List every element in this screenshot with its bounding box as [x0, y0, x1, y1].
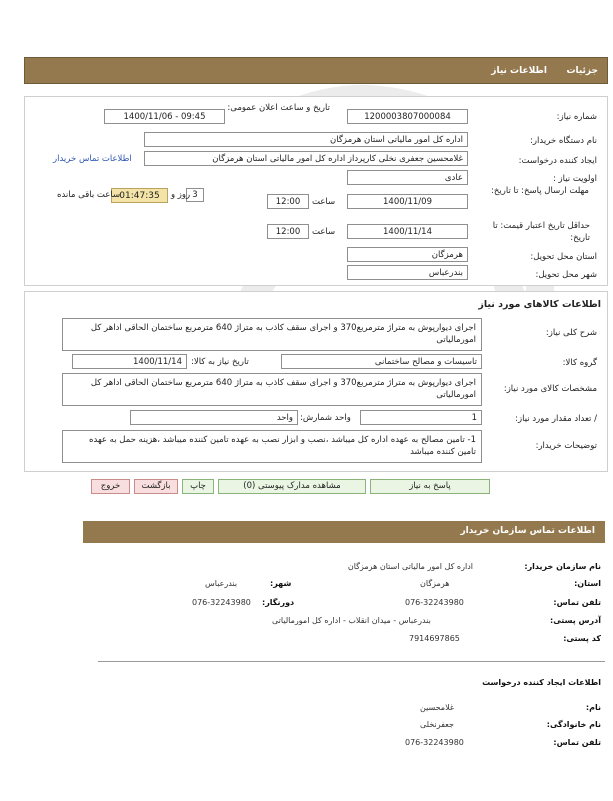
creator-section-title: اطلاعات ایجاد کننده درخواست	[482, 678, 601, 687]
buyer-notes-field: 1- تامین مصالح به عهده اداره کل میباشد ،نصب و ابزار نصب به عهده تامین کننده میباشد ،هزینه حمل به عهده تامین کننده میباشد	[62, 430, 482, 463]
creator-family-value: جعفرنخلی	[420, 720, 454, 729]
buyer-org-label: نام دستگاه خریدار:	[530, 136, 597, 146]
announce-date-field: 1400/11/06 - 09:45	[104, 109, 225, 124]
unit-field: واحد	[130, 410, 298, 425]
delivery-city-field: بندرعباس	[347, 265, 468, 280]
reply-date-field: 1400/11/09	[347, 194, 468, 209]
price-hour-label: ساعت	[312, 227, 336, 237]
goods-group-label: گروه کالا:	[562, 358, 597, 368]
contact-province-label: استان:	[574, 579, 601, 588]
goods-spec-field: اجرای دیوارپوش به متراژ مترمربع370 و اجرای سقف کاذب به متراژ 640 مترمربع ساختمان الحاقی اداهر کل امورمالیاتی	[62, 373, 482, 406]
reply-hour-label: ساعت	[312, 197, 336, 207]
contact-phone-label: تلفن تماس:	[553, 598, 601, 607]
need-date-label: تاریخ نیاز به کالا:	[191, 357, 249, 367]
creator-name-value: غلامحسین	[420, 703, 455, 712]
creator-phone-value: 076-32243980	[405, 738, 464, 747]
contact-address-label: آدرس پستی:	[550, 616, 601, 625]
goods-spec-label: مشخصات کالای مورد نیاز:	[503, 384, 597, 394]
buyer-org-field: اداره کل امور مالیاتی استان هرمزگان	[144, 132, 468, 147]
buyer-notes-label: توضیحات خریدار:	[535, 441, 597, 451]
page-header-bar	[24, 57, 608, 84]
contact-province-value: هرمزگان	[420, 579, 450, 588]
contact-header-bar	[83, 521, 605, 543]
priority-field: عادی	[347, 170, 468, 185]
unit-label: واحد شمارش:	[300, 413, 351, 423]
back-button[interactable]: بازگشت	[134, 479, 178, 494]
contact-org-value: اداره کل امور مالیاتی استان هرمزگان	[347, 562, 473, 571]
creator-name-label: نام:	[585, 703, 601, 712]
requester-label: ایجاد کننده درخواست:	[518, 156, 597, 166]
contact-phone-value: 076-32243980	[405, 598, 464, 607]
delivery-province-label: استان محل تحویل:	[530, 252, 597, 262]
print-button[interactable]: چاپ	[182, 479, 214, 494]
contact-org-label: نام سازمان خریدار:	[524, 562, 601, 571]
days-remaining-field: 3	[186, 188, 204, 202]
contact-fax-value: 076-32243980	[192, 598, 251, 607]
priority-label: اولویت نیاز :	[552, 174, 597, 184]
delivery-province-field: هرمزگان	[347, 247, 468, 262]
reply-button[interactable]: پاسخ به نیاز	[370, 479, 490, 494]
quantity-field: 1	[360, 410, 482, 425]
buyer-contact-link[interactable]: اطلاعات تماس خریدار	[53, 154, 132, 164]
quantity-label: / تعداد مقدار مورد نیاز:	[515, 414, 597, 424]
need-number-label: شماره نیاز:	[556, 112, 597, 122]
need-number-field: 1200003807000084	[347, 109, 468, 124]
days-label: روز و	[171, 190, 191, 200]
delivery-city-label: شهر محل تحویل:	[535, 270, 597, 280]
contact-postal-label: کد پستی:	[563, 634, 601, 643]
countdown-timer: 01:47:35	[111, 188, 168, 203]
tab-details[interactable]: جزئیات	[566, 66, 598, 76]
need-date-field: 1400/11/14	[72, 354, 187, 369]
exit-button[interactable]: خروج	[91, 479, 130, 494]
general-desc-label: شرح کلی نیاز:	[545, 328, 597, 338]
announce-date-label: تاریخ و ساعت اعلان عمومی:	[227, 103, 330, 113]
creator-family-label: نام خانوادگی:	[546, 720, 601, 729]
contact-fax-label: دورنگار:	[262, 598, 295, 607]
price-time-field: 12:00	[267, 224, 309, 239]
requester-field: غلامحسین جعفری نخلی کارپرداز اداره کل امور مالیاتی استان هرمزگان	[144, 151, 468, 166]
contact-city-label: شهر:	[270, 579, 292, 588]
reply-time-field: 12:00	[267, 194, 309, 209]
contact-postal-value: 7914697865	[409, 634, 460, 643]
reply-deadline-label: مهلت ارسال پاسخ: تا تاریخ:	[491, 186, 589, 196]
price-date-field: 1400/11/14	[347, 224, 468, 239]
contact-divider	[98, 661, 605, 662]
creator-phone-label: تلفن تماس:	[553, 738, 601, 747]
goods-group-field: تاسیسات و مصالح ساختمانی	[281, 354, 482, 369]
general-desc-field: اجرای دیوارپوش به متراژ مترمربع370 و اجرای سقف کاذب به متراژ 640 مترمربع ساختمان الحاقی اداهر کل امورمالیاتی	[62, 318, 482, 351]
remaining-hours-label: ساعت باقی مانده	[57, 190, 121, 200]
contact-address-value: بندرعباس - میدان انقلاب - اداره کل امورمالیاتی	[272, 616, 431, 625]
contact-city-value: بندرعباس	[205, 579, 238, 588]
contact-title: اطلاعات تماس سازمان خریدار	[460, 526, 595, 536]
view-attachments-button[interactable]: مشاهده مدارک پیوستی (0)	[218, 479, 366, 494]
tab-need-info[interactable]: اطلاعات نیاز	[491, 66, 547, 76]
price-validity-label: حداقل تاریخ اعتبار قیمت: تا تاریخ:	[492, 221, 590, 243]
goods-section-title: اطلاعات کالاهای مورد نیاز	[478, 299, 601, 310]
